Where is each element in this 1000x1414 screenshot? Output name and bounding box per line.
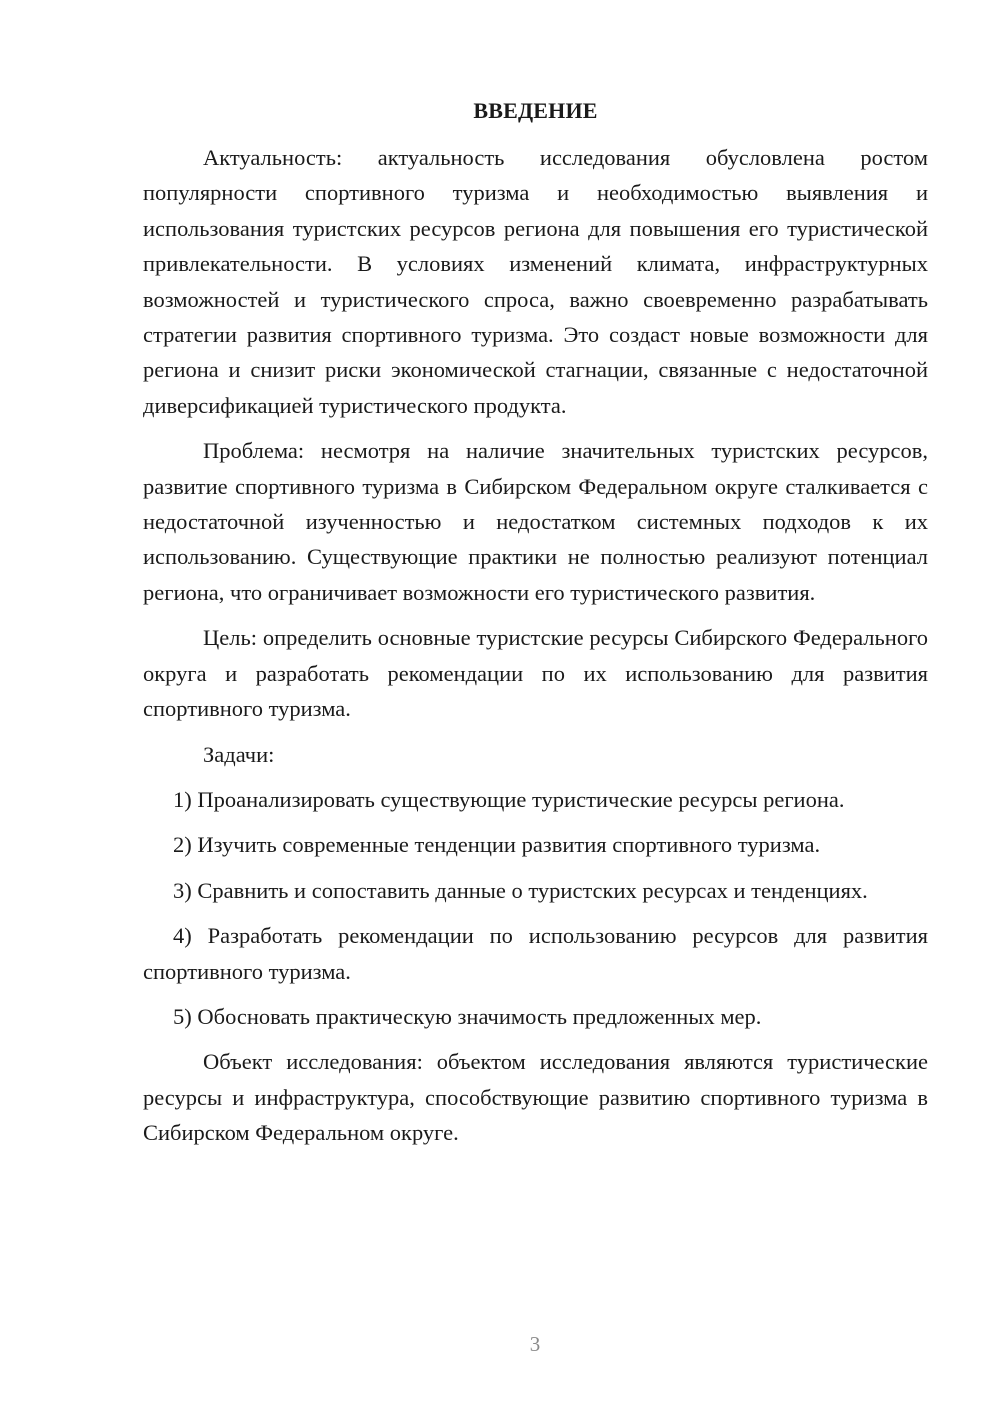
problem-paragraph: Проблема: несмотря на наличие значительных туристских ресурсов, развитие спортивного туризма в Сибирском Федеральном округе сталкивается с недостаточной изученностью и недостатком системных подходов к их использованию. Существующие практики не полностью реализуют потенциал региона, что ограничивает возможности его туристического развития. [143, 438, 928, 605]
task-item: 5) Обосновать практическую значимость предложенных мер. [173, 1003, 762, 1029]
task-item: 2) Изучить современные тенденции развития спортивного туризма. [173, 832, 821, 858]
tasks-label: Задачи: [203, 741, 275, 767]
task-item: 3) Сравнить и сопоставить данные о туристских ресурсах и тенденциях. [173, 877, 868, 903]
relevance-paragraph: Актуальность: актуальность исследования обусловлена ростом популярности спортивного туризма и необходимостью выявления и использования туристских ресурсов региона для повышения его туристической привлекательности. В условиях изменений климата, инфраструктурных возможностей и туристического спроса, важно своевременно разрабатывать стратегии развития спортивного туризма. Это создаст новые возможности для региона и снизит риски экономической стагнации, связанные с недостаточной диверсификацией туристического продукта. [143, 145, 928, 418]
page-content [143, 96, 928, 1161]
goal-paragraph: Цель: определить основные туристские ресурсы Сибирского Федерального округа и разработать рекомендации по их использованию для развития спортивного туризма. [143, 625, 928, 722]
section-heading: ВВЕДЕНИЕ [473, 98, 598, 123]
task-item: 4) Разработать рекомендации по использованию ресурсов для развития спортивного туризма. [143, 923, 928, 984]
tasks-list [143, 782, 928, 1034]
page-number: 3 [529, 1332, 541, 1356]
task-item: 1) Проанализировать существующие туристические ресурсы региона. [173, 786, 845, 812]
object-paragraph: Объект исследования: объектом исследования являются туристические ресурсы и инфраструктура, способствующие развитию спортивного туризма в Сибирском Федеральном округе. [143, 1049, 928, 1146]
